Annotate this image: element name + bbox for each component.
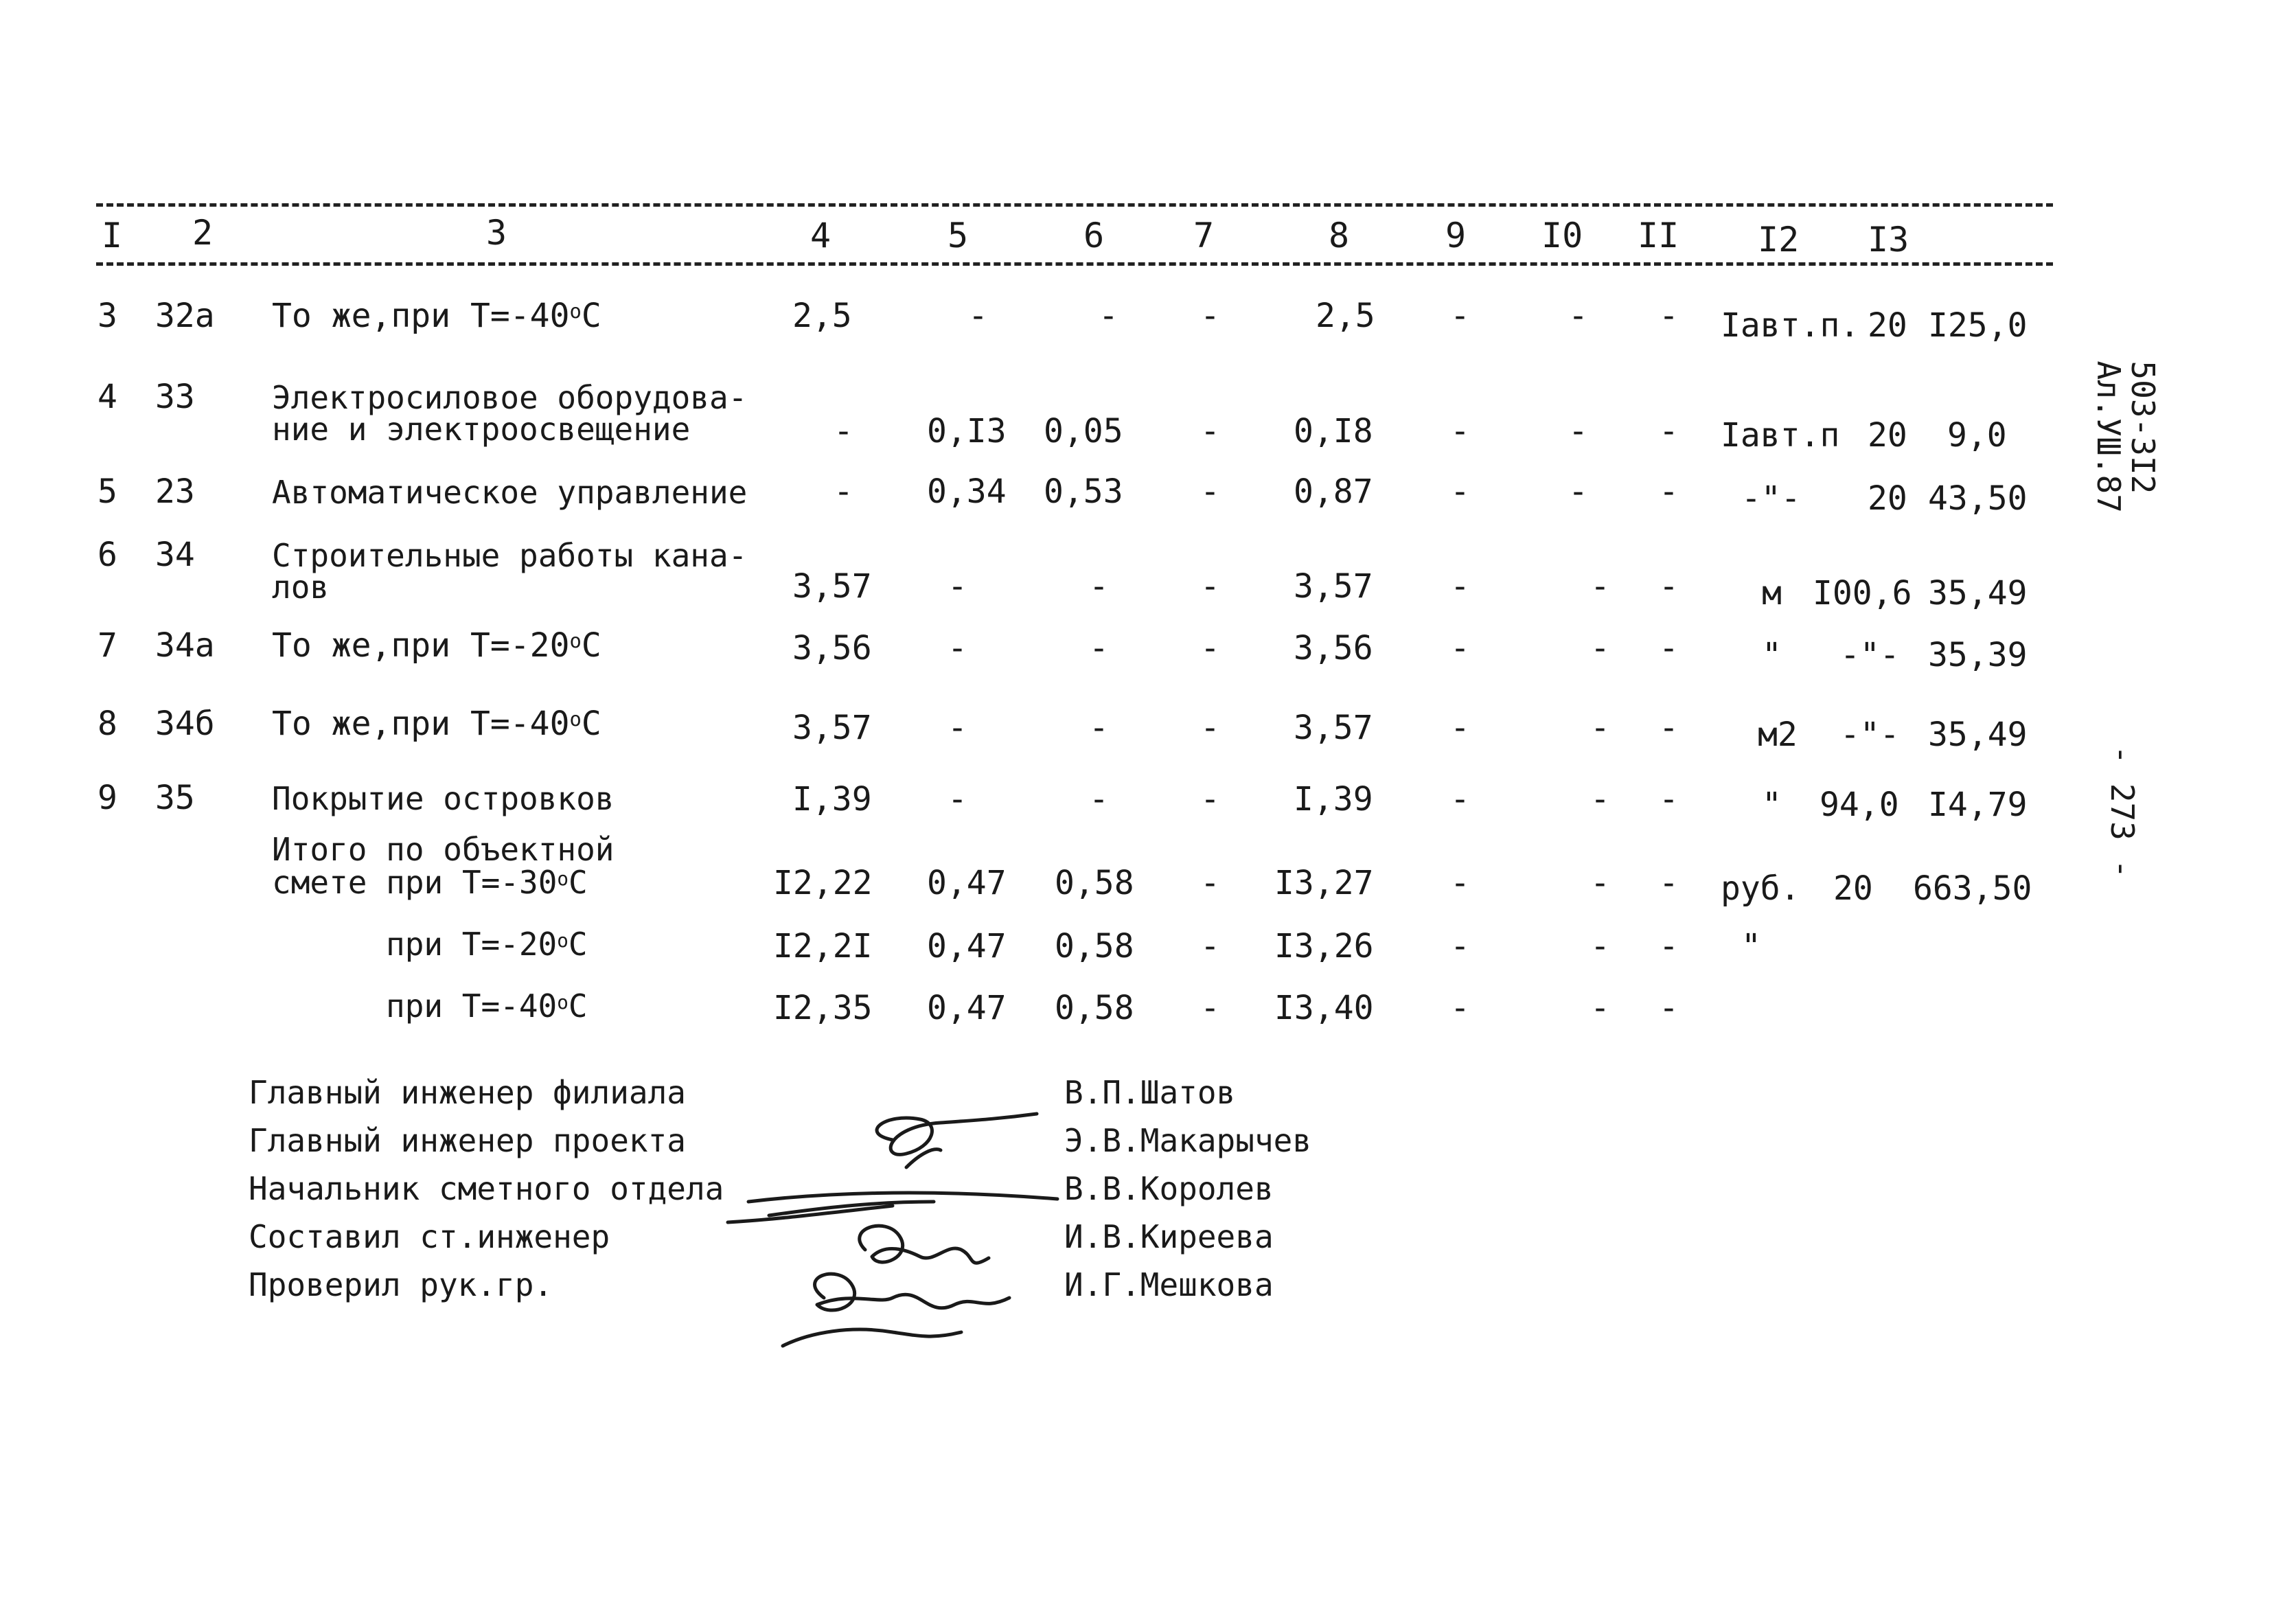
row-number: 8: [97, 705, 117, 743]
cell-col-5: -: [948, 709, 967, 747]
header-col-10: I0: [1541, 216, 1583, 255]
row-number: 7: [97, 626, 117, 665]
cell-col-9: -: [1450, 297, 1470, 335]
cell-col-11: -: [1659, 927, 1679, 965]
cell-col-8: 2,5: [1316, 297, 1375, 335]
cell-col-9: -: [1450, 472, 1470, 511]
cell-col-9: -: [1450, 709, 1470, 747]
row-number: 6: [97, 536, 117, 574]
cell-col-5: 0,47: [927, 927, 1007, 965]
cell-col-12: ": [1741, 927, 1761, 965]
header-col-13: I3: [1868, 220, 1909, 260]
cell-col-10: -: [1568, 412, 1588, 450]
cell-col-8: I3,26: [1274, 927, 1374, 965]
cell-col-13-sum: 35,39: [1928, 636, 2028, 674]
row-code: 35: [155, 779, 195, 817]
cell-col-13-qty: 20: [1868, 416, 1907, 455]
cell-col-11: -: [1659, 412, 1679, 450]
cell-col-7: -: [1200, 412, 1220, 450]
cell-col-11: -: [1659, 472, 1679, 511]
cell-col-13-sum: 663,50: [1913, 869, 2032, 908]
row-number: 5: [97, 472, 117, 511]
row-number: 3: [97, 297, 117, 335]
cell-col-11: -: [1659, 629, 1679, 667]
cell-col-8: 0,87: [1294, 472, 1373, 511]
cell-col-13-sum: I4,79: [1928, 786, 2028, 824]
cell-col-4: I2,35: [773, 989, 873, 1027]
cell-col-10: -: [1590, 864, 1610, 902]
cell-col-10: -: [1590, 989, 1610, 1027]
cell-col-5: 0,I3: [927, 412, 1007, 450]
cell-col-9: -: [1450, 412, 1470, 450]
row-description: Автоматическое управление: [272, 474, 748, 511]
totals-label: Итого по объектной: [272, 831, 615, 868]
header-col-7: 7: [1193, 216, 1215, 255]
row-number: 4: [97, 378, 117, 416]
cell-col-4: 2,5: [792, 297, 852, 335]
cell-col-13-sum: I25,0: [1928, 306, 2028, 345]
cell-col-12: ": [1762, 786, 1782, 824]
cell-col-6: -: [1099, 297, 1118, 335]
cell-col-4: 3,56: [792, 629, 872, 667]
header-col-11: II: [1638, 216, 1679, 255]
cell-col-12: руб.: [1721, 869, 1800, 908]
totals-label: при $Т=-40^oС$: [386, 987, 588, 1025]
cell-col-10: -: [1590, 567, 1610, 606]
header-col-3: 3: [486, 213, 507, 253]
cell-col-8: 0,I8: [1294, 412, 1373, 450]
row-number: 9: [97, 779, 117, 817]
cell-col-13-sum: 35,49: [1928, 574, 2028, 613]
cell-col-9: -: [1450, 780, 1470, 819]
cell-col-7: -: [1200, 780, 1220, 819]
row-description: Электросиловое оборудова-: [272, 379, 748, 416]
cell-col-11: -: [1659, 989, 1679, 1027]
cell-col-10: -: [1590, 629, 1610, 667]
cell-col-4: I,39: [792, 780, 872, 819]
cell-col-5: 0,47: [927, 989, 1007, 1027]
cell-col-13-qty: 20: [1868, 479, 1907, 518]
cell-col-12: Iавт.п.: [1721, 306, 1860, 345]
cell-col-6: 0,05: [1044, 412, 1123, 450]
row-description-cont: лов: [272, 569, 330, 606]
cell-col-6: 0,58: [1055, 989, 1134, 1027]
cell-col-13-qty: 20: [1833, 869, 1873, 908]
cell-col-13-qty: -"-: [1840, 636, 1900, 674]
cell-col-9: -: [1450, 567, 1470, 606]
cell-col-6: -: [1089, 567, 1109, 606]
cell-col-6: 0,58: [1055, 927, 1134, 965]
cell-col-12: -"-: [1741, 479, 1801, 518]
page-number: [2104, 707, 2170, 879]
cell-col-5: -: [948, 780, 967, 819]
cell-col-6: 0,58: [1055, 864, 1134, 902]
cell-col-10: -: [1568, 472, 1588, 511]
cell-col-13-sum: 43,50: [1928, 479, 2028, 518]
signatory-name: В.П.Шатов: [1064, 1074, 1236, 1111]
row-description: То же,при $Т=-40^oС$: [272, 297, 601, 335]
cell-col-5: -: [968, 297, 988, 335]
row-code: 34б: [155, 705, 215, 743]
document-code-text: 503-3I2: [2124, 361, 2161, 494]
cell-col-9: -: [1450, 927, 1470, 965]
cell-col-7: -: [1200, 927, 1220, 965]
cell-col-7: -: [1200, 989, 1220, 1027]
header-col-12: I2: [1758, 220, 1800, 260]
header-col-6: 6: [1083, 216, 1105, 255]
cell-col-6: -: [1089, 629, 1109, 667]
cell-col-11: -: [1659, 864, 1679, 902]
cell-col-11: -: [1659, 709, 1679, 747]
cell-col-13-sum: 9,0: [1947, 416, 2007, 455]
totals-label: при $Т=-20^oС$: [386, 926, 588, 963]
cell-col-13-qty: -"-: [1840, 716, 1900, 754]
cell-col-13-qty: I00,6: [1813, 574, 1912, 613]
cell-col-12: Iавт.п: [1721, 416, 1840, 455]
cell-col-8: 3,57: [1294, 709, 1373, 747]
cell-col-5: -: [948, 567, 967, 606]
signatory-title: Главный инженер проекта: [249, 1122, 686, 1159]
signatory-title: Главный инженер филиала: [249, 1074, 686, 1111]
cell-col-7: -: [1200, 864, 1220, 902]
cell-col-7: -: [1200, 297, 1220, 335]
signatory-title: Начальник сметного отдела: [249, 1170, 724, 1207]
cell-col-6: -: [1089, 780, 1109, 819]
cell-col-4: -: [834, 472, 853, 511]
header-bottom-rule: [96, 262, 2053, 266]
cell-col-12: ": [1762, 636, 1782, 674]
row-description: Строительные работы кана-: [272, 537, 748, 574]
cell-col-8: I3,27: [1274, 864, 1374, 902]
cell-col-10: -: [1590, 780, 1610, 819]
cell-col-13-qty: 94,0: [1820, 786, 1899, 824]
cell-col-11: -: [1659, 780, 1679, 819]
cell-col-4: I2,22: [773, 864, 873, 902]
row-code: 33: [155, 378, 195, 416]
cell-col-5: -: [948, 629, 967, 667]
signatory-title: Составил ст.инженер: [249, 1218, 610, 1255]
cell-col-13-sum: 35,49: [1928, 716, 2028, 754]
cell-col-7: -: [1200, 567, 1220, 606]
cell-col-6: -: [1089, 709, 1109, 747]
cell-col-4: 3,57: [792, 709, 872, 747]
row-description-cont: ние и электроосвещение: [272, 411, 691, 448]
header-col-8: 8: [1329, 216, 1350, 255]
cell-col-9: -: [1450, 629, 1470, 667]
row-description: Покрытие островков: [272, 780, 615, 817]
header-col-9: 9: [1445, 216, 1467, 255]
signatory-name: И.Г.Мешкова: [1064, 1266, 1274, 1303]
cell-col-10: -: [1568, 297, 1588, 335]
cell-col-7: -: [1200, 629, 1220, 667]
cell-col-8: I3,40: [1274, 989, 1374, 1027]
row-code: 34а: [155, 626, 215, 665]
header-col-5: 5: [948, 216, 969, 255]
cell-col-11: -: [1659, 297, 1679, 335]
cell-col-5: 0,47: [927, 864, 1007, 902]
cell-col-9: -: [1450, 989, 1470, 1027]
totals-label-cont: смете при $Т=-30^oС$: [272, 864, 588, 901]
header-top-rule: [96, 203, 2053, 207]
page-number-text: - 273 -: [2104, 745, 2141, 879]
header-col-1: I: [102, 216, 123, 255]
row-code: 32а: [155, 297, 215, 335]
cell-col-4: -: [834, 412, 853, 450]
cell-col-10: -: [1590, 927, 1610, 965]
cell-col-4: I2,2I: [773, 927, 873, 965]
row-description: То же,при $Т=-40^oС$: [272, 705, 601, 743]
cell-col-7: -: [1200, 709, 1220, 747]
handwritten-signatures: [714, 1099, 1085, 1360]
cell-col-8: I,39: [1294, 780, 1373, 819]
cell-col-12: м: [1762, 574, 1782, 613]
header-col-4: 4: [810, 216, 831, 255]
cell-col-8: 3,56: [1294, 629, 1373, 667]
cell-col-12: м2: [1758, 716, 1798, 754]
signatory-name: И.В.Киреева: [1064, 1218, 1274, 1255]
cell-col-9: -: [1450, 864, 1470, 902]
signatory-name: Э.В.Макарычев: [1064, 1122, 1312, 1159]
row-code: 34: [155, 536, 195, 574]
cell-col-6: 0,53: [1044, 472, 1123, 511]
album-number: [2090, 323, 2156, 513]
row-description: То же,при $Т=-20^oС$: [272, 626, 601, 665]
cell-col-7: -: [1200, 472, 1220, 511]
album-number-text: Ал.УШ.87: [2090, 361, 2127, 513]
cell-col-5: 0,34: [927, 472, 1007, 511]
signatory-name: В.В.Королев: [1064, 1170, 1274, 1207]
cell-col-11: -: [1659, 567, 1679, 606]
cell-col-4: 3,57: [792, 567, 872, 606]
header-col-2: 2: [192, 213, 214, 253]
cell-col-8: 3,57: [1294, 567, 1373, 606]
cell-col-10: -: [1590, 709, 1610, 747]
signatory-title: Проверил рук.гр.: [249, 1266, 553, 1303]
cell-col-13-qty: 20: [1868, 306, 1907, 345]
row-code: 23: [155, 472, 195, 511]
